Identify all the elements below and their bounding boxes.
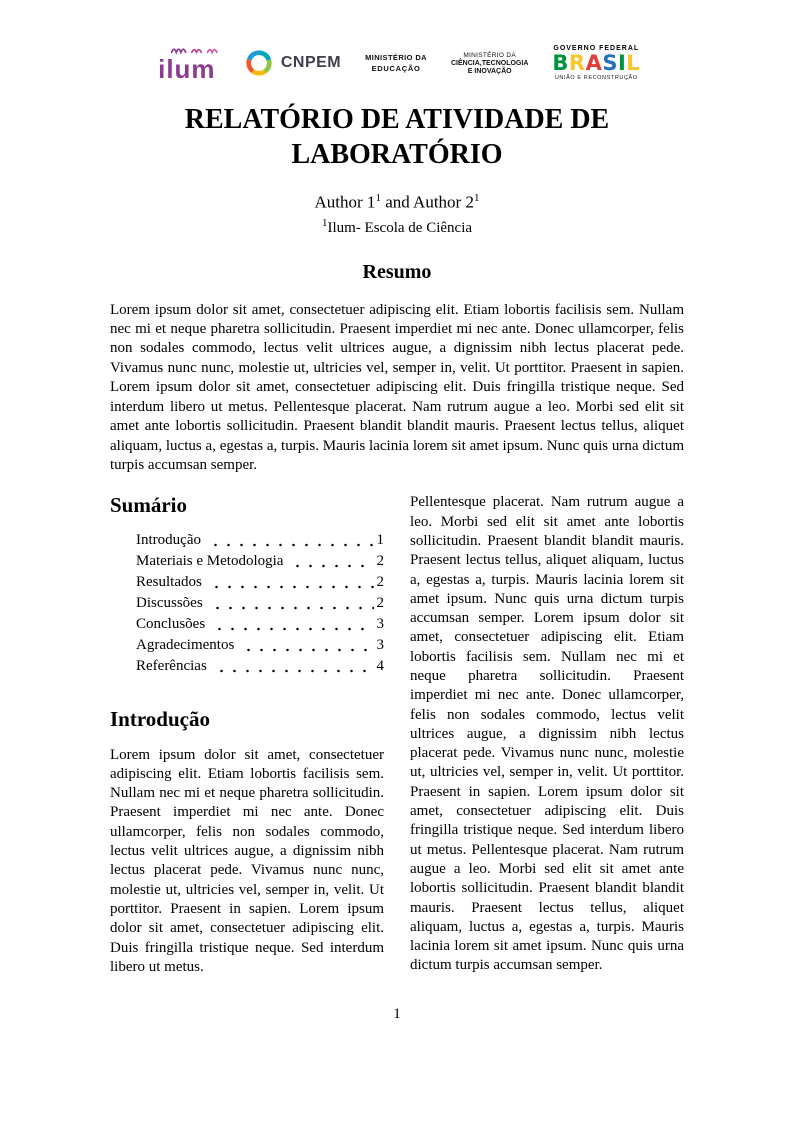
- toc-entry-page: 4: [376, 658, 384, 675]
- toc-entry-label: Conclusões: [136, 616, 206, 633]
- mec-line1: MINISTÉRIO DA: [365, 53, 427, 62]
- authors-line: [110, 192, 684, 213]
- ilum-wordmark: ilum: [158, 53, 216, 84]
- toc-entry: [136, 635, 384, 656]
- abstract-heading: Resumo: [362, 260, 432, 283]
- toc-entry: [136, 656, 384, 677]
- toc-heading: Sumário: [110, 493, 188, 518]
- author-2-affiliation-mark: 1: [473, 192, 480, 204]
- governo-federal-logo: [552, 45, 640, 81]
- toc-dot-leader: [209, 593, 374, 614]
- cnpem-logo: [244, 48, 341, 78]
- toc-dot-leader: [213, 656, 374, 677]
- cnpem-ring-icon: [244, 48, 274, 78]
- ministerio-educacao-logo: [365, 53, 427, 73]
- brasil-letter: B: [552, 50, 569, 75]
- right-column-paragraph: Pellentesque placerat. Nam rutrum augue a leo. Morbi sed elit sit amet ante lobortis sollicitudin. Praesent blandit blandit mauris. Praesent lectus tellus, aliquet aliquam, luctus a, egestas a, turpis. Mauris lacinia lorem sit amet ipsum. Nunc quis urna dictum turpis accumsan semper. Lorem ipsum dolor sit amet, consectetuer adipiscing elit. Etiam lobortis facilisis sem. Nullam nec mi et neque pharetra sollicitudin. Praesent imperdiet mi nec ante. Donec ullamcorper, felis non sodales commodo, lectus velit ultrices augue, a dignissim nibh lectus placerat pede. Vivamus nunc nunc, molestie ut, ultricies vel, semper in, velit. Ut porttitor. Praesent in sapien. Lorem ipsum dolor sit amet, consectetuer adipiscing elit. Duis fringilla tristique neque. Sed interdum libero ut metus. Pellentesque placerat. Nam rutrum augue a leo. Morbi sed elit sit amet ante lobortis sollicitudin. Praesent blandit blandit mauris. Praesent lectus tellus, aliquet aliquam, luctus a, egestas a, turpis. Mauris lacinia lorem sit amet ipsum. Nunc quis urna dictum turpis accumsan semper.: [410, 494, 684, 974]
- affiliation-mark: 1: [321, 216, 328, 229]
- toc-entry-label: Discussões: [136, 595, 203, 612]
- toc-entry-page: 3: [376, 637, 384, 654]
- toc-entry-page: 1: [376, 532, 384, 549]
- toc-entry: [136, 572, 384, 593]
- brasil-letter: A: [585, 50, 603, 75]
- toc-dot-leader: [208, 572, 374, 593]
- mcti-line3: E INOVAÇÃO: [467, 67, 512, 75]
- toc-entry-label: Introdução: [136, 532, 201, 549]
- toc-entry-page: 2: [376, 595, 384, 612]
- toc-entry-page: 2: [376, 553, 384, 570]
- author-1-affiliation-mark: 1: [375, 192, 381, 204]
- right-column: [410, 493, 684, 977]
- page-number: 1: [393, 1006, 401, 1022]
- toc-entry: [136, 593, 384, 614]
- toc-entry-page: 3: [376, 616, 384, 633]
- two-column-body: [110, 493, 684, 977]
- toc-entry-label: Materiais e Metodologia: [136, 553, 284, 570]
- cnpem-wordmark: CNPEM: [280, 54, 342, 71]
- ilum-logo: [154, 45, 220, 82]
- table-of-contents: [136, 530, 384, 677]
- page-title-line2: LABORATÓRIO: [291, 139, 503, 170]
- ilum-waves-icon: [170, 45, 220, 55]
- toc-dot-leader: [289, 551, 373, 572]
- uniao-reconstrucao-label: UNIÃO E RECONSTRUÇÃO: [554, 75, 638, 82]
- mcti-line1: MINISTÉRIO DA: [463, 51, 516, 59]
- governo-federal-label: GOVERNO FEDERAL: [553, 44, 640, 52]
- toc-entry: [136, 530, 384, 551]
- toc-dot-leader: [240, 635, 373, 656]
- author-1: Author 1: [314, 192, 376, 212]
- brasil-letter: R: [568, 50, 586, 75]
- toc-entry: [136, 551, 384, 572]
- toc-entry-page: 2: [376, 574, 384, 591]
- ministerio-ciencia-logo: [451, 52, 528, 75]
- affiliation-line: [110, 217, 684, 237]
- affiliation-text: Ilum- Escola de Ciência: [327, 219, 473, 236]
- toc-dot-leader: [207, 530, 374, 551]
- brasil-letter: S: [602, 50, 618, 75]
- introduction-heading: Introdução: [110, 707, 210, 732]
- toc-entry-label: Referências: [136, 658, 207, 675]
- author-2: and Author 2: [380, 192, 474, 212]
- introduction-paragraph: Lorem ipsum dolor sit amet, consectetuer adipiscing elit. Etiam lobortis facilisis sem. Nullam nec mi et neque pharetra sollicitudin. Praesent imperdiet mi nec ante. Donec ullamcorper, felis non sodales commodo, lectus velit ultrices augue, a dignissim nibh lectus placerat pede. Vivamus nunc nunc, molestie ut, ultricies vel, semper in, velit. Ut porttitor. Praesent in sapien. Lorem ipsum dolor sit amet, consectetuer adipiscing elit. Duis fringilla tristique neque. Sed interdum libero ut metus.: [110, 746, 384, 975]
- toc-entry: [136, 614, 384, 635]
- brasil-letter: L: [626, 50, 641, 75]
- page-title-line1: RELATÓRIO DE ATIVIDADE DE: [184, 104, 610, 135]
- brasil-wordmark: [552, 52, 640, 74]
- brasil-letter: I: [617, 50, 627, 75]
- mec-line2: EDUCAÇÃO: [371, 64, 421, 73]
- toc-dot-leader: [211, 614, 373, 635]
- header-logos: [110, 40, 684, 86]
- left-column: [110, 493, 384, 977]
- toc-entry-label: Agradecimentos: [136, 637, 235, 654]
- abstract-paragraph: Lorem ipsum dolor sit amet, consectetuer adipiscing elit. Etiam lobortis facilisis sem. Nullam nec mi et neque pharetra sollicitudin. Praesent imperdiet mi nec ante. Donec ullamcorper, felis non sodales commodo, lectus velit ultrices augue, a dignissim nibh lectus placerat pede. Vivamus nunc nunc, molestie ut, ultricies vel, semper in, velit. Ut porttitor. Praesent in sapien. Lorem ipsum dolor sit amet, consectetuer adipiscing elit. Duis fringilla tristique neque. Sed interdum libero ut metus. Pellentesque placerat. Nam rutrum augue a leo. Morbi sed elit sit amet ante lobortis sollicitudin. Praesent blandit blandit mauris. Praesent lectus tellus, aliquet aliquam, luctus a, egestas a, turpis. Mauris lacinia lorem sit amet ipsum. Nunc quis urna dictum turpis accumsan semper.: [110, 301, 684, 473]
- page-title: [110, 102, 684, 172]
- mcti-line2: CIÊNCIA,TECNOLOGIA: [450, 59, 529, 67]
- toc-entry-label: Resultados: [136, 574, 202, 591]
